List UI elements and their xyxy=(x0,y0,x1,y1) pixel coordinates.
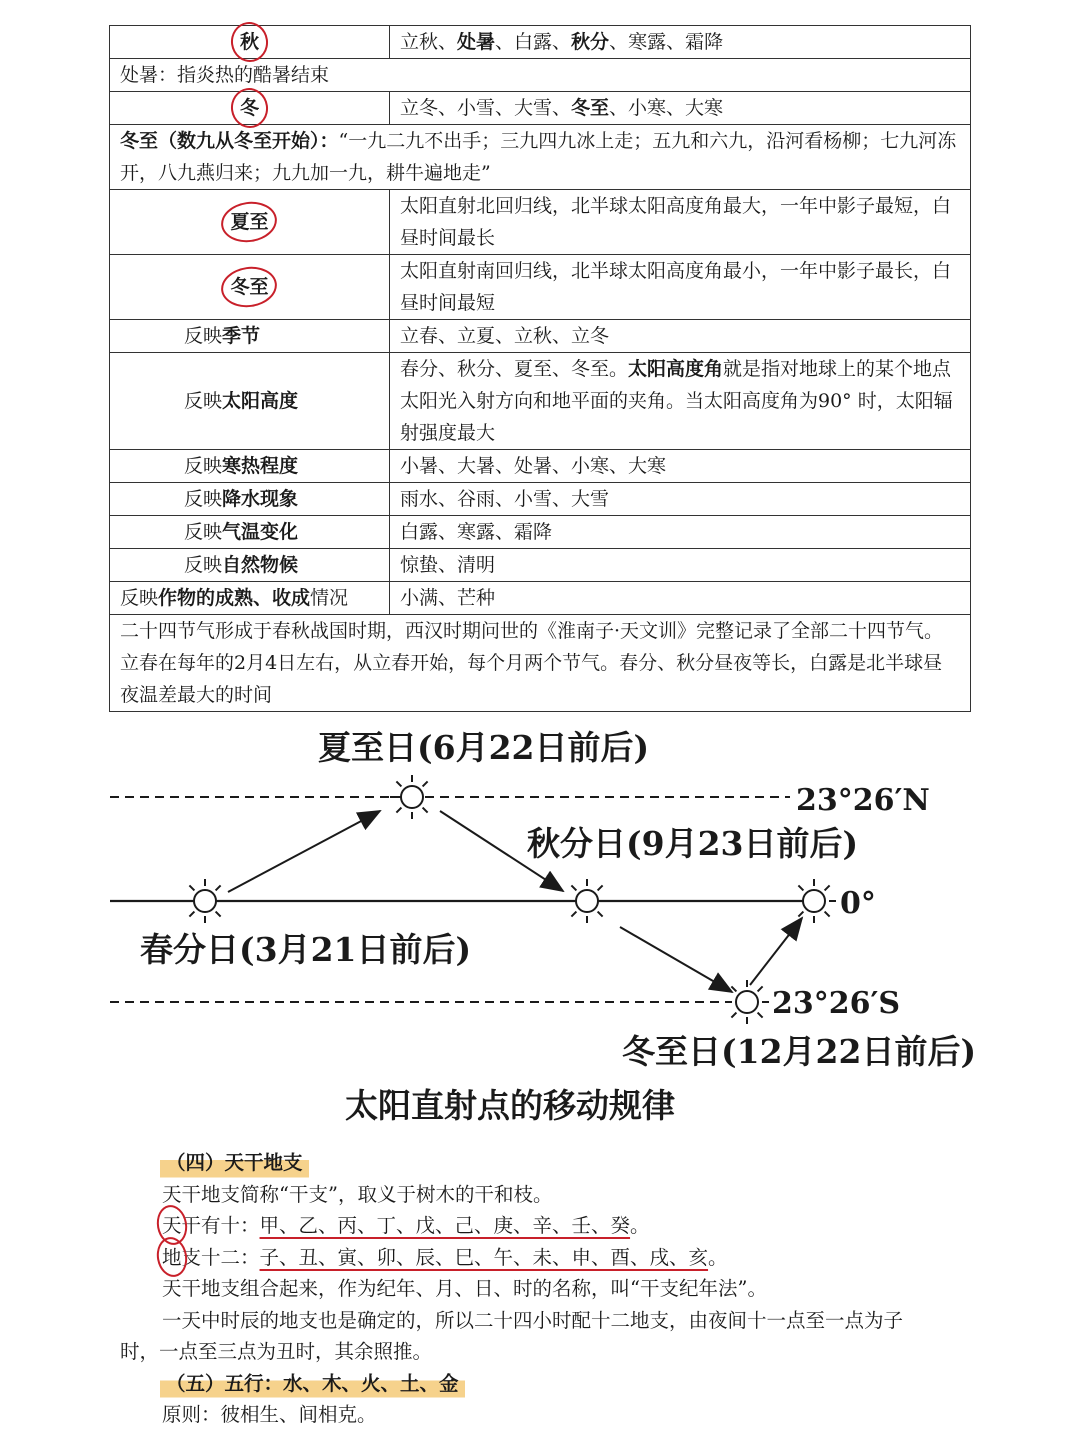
tiangan-line: 天干有十：甲、乙、丙、丁、戊、己、庚、辛、壬、癸。 xyxy=(120,1210,965,1242)
table-row: 反映作物的成熟、收成情况 小满、芒种 xyxy=(110,582,971,615)
table-row: 夏至 太阳直射北回归线，北半球太阳高度角最大，一年中影子最短，白昼时间最长 xyxy=(110,190,971,255)
latitude-equator-label: 0° xyxy=(840,886,876,921)
ganzhi-section xyxy=(120,1147,965,1431)
shichen-line: 一天中时辰的地支也是确定的，所以二十四小时配十二地支，由夜间十一点至一点为子 xyxy=(162,1308,904,1332)
ganzhi-calendar-line: 天干地支组合起来，作为纪年、月、日、时的名称，叫“干支纪年法”。 xyxy=(162,1277,767,1300)
winter-solstice-label: 冬至日(12月22日前后) xyxy=(622,1032,977,1071)
latitude-north-label: 23°26′N xyxy=(796,783,930,818)
summer-solstice-label: 夏至日(6月22日前后) xyxy=(318,728,650,767)
table-row: 反映季节 立春、立夏、立秋、立冬 xyxy=(110,320,971,353)
dongzhi-note: 冬至（数九从冬至开始）：“一九二九不出手；三九四九冰上走；五九和六九，沿河看杨柳；七九河冻开，八九燕归来；九九加一九，耕牛遍地走” xyxy=(110,125,971,190)
arrow-winter-spring xyxy=(750,918,802,985)
ganzhi-heading: （四）天干地支 xyxy=(160,1147,309,1179)
wuxing-heading: （五）五行：水、木、火、土、金 xyxy=(160,1368,465,1400)
circled-label: 夏至 xyxy=(227,206,271,238)
table-row xyxy=(110,125,971,190)
table-row xyxy=(110,59,971,92)
circled-label: 冬至 xyxy=(227,271,271,303)
table-row: 反映自然物候 惊蛰、清明 xyxy=(110,549,971,582)
arrow-spring-summer xyxy=(228,811,380,892)
dizhi-line: 地支十二：子、丑、寅、卯、辰、巳、午、未、申、酉、戌、亥。 xyxy=(120,1242,965,1274)
winter-sun-icon xyxy=(725,980,769,1024)
spring-equinox-label: 春分日(3月21日前后) xyxy=(140,930,472,969)
arrow-autumn-winter xyxy=(620,927,732,992)
latitude-south-label: 23°26′S xyxy=(772,986,901,1021)
table-row: 反映太阳高度 春分、秋分、夏至、冬至。太阳高度角就是指对地球上的某个地点太阳光入射方向和地平面的夹角。当太阳高度角为90° 时，太阳辐射强度最大 xyxy=(110,353,971,450)
table-row: 反映降水现象 雨水、谷雨、小雪、大雪 xyxy=(110,483,971,516)
wuxing-principle: 原则：彼相生、间相克。 xyxy=(162,1403,377,1426)
spring-sun-icon xyxy=(183,879,227,923)
table-row: 冬至 太阳直射南回归线，北半球太阳高度角最小，一年中影子最长，白昼时间最短 xyxy=(110,255,971,320)
next-spring-sun-icon xyxy=(792,879,836,923)
chushu-note: 处暑：指炎热的酷暑结束 xyxy=(110,59,971,92)
solar-terms-table xyxy=(109,25,971,712)
autumn-sun-icon xyxy=(565,879,609,923)
diagram-caption: 太阳直射点的移动规律 xyxy=(345,1086,675,1125)
circled-label: 秋 xyxy=(237,26,262,58)
table-row: 冬 立冬、小雪、大雪、冬至、小寒、大寒 xyxy=(110,92,971,125)
summer-sun-icon xyxy=(390,775,434,819)
table-row: 秋 立秋、处暑、白露、秋分、寒露、霜降 xyxy=(110,26,971,59)
table-row: 反映寒热程度 小暑、大暑、处暑、小寒、大寒 xyxy=(110,450,971,483)
shichen-line-cont: 时，一点至三点为丑时，其余照推。 xyxy=(120,1340,433,1363)
summary-note: 二十四节气形成于春秋战国时期，西汉时期问世的《淮南子·天文训》完整记录了全部二十四节气。立春在每年的2月4日左右，从立春开始，每个月两个节气。春分、秋分昼夜等长，白露是北半球昼夜温差最大的时间 xyxy=(110,615,971,712)
table-row xyxy=(110,615,971,712)
sun-path-diagram xyxy=(100,715,980,1130)
circled-label: 冬 xyxy=(237,92,262,124)
ganzhi-intro: 天干地支简称“干支”，取义于树木的干和枝。 xyxy=(162,1182,553,1206)
autumn-equinox-label: 秋分日(9月23日前后) xyxy=(527,824,859,863)
table-row: 反映气温变化 白露、寒露、霜降 xyxy=(110,516,971,549)
